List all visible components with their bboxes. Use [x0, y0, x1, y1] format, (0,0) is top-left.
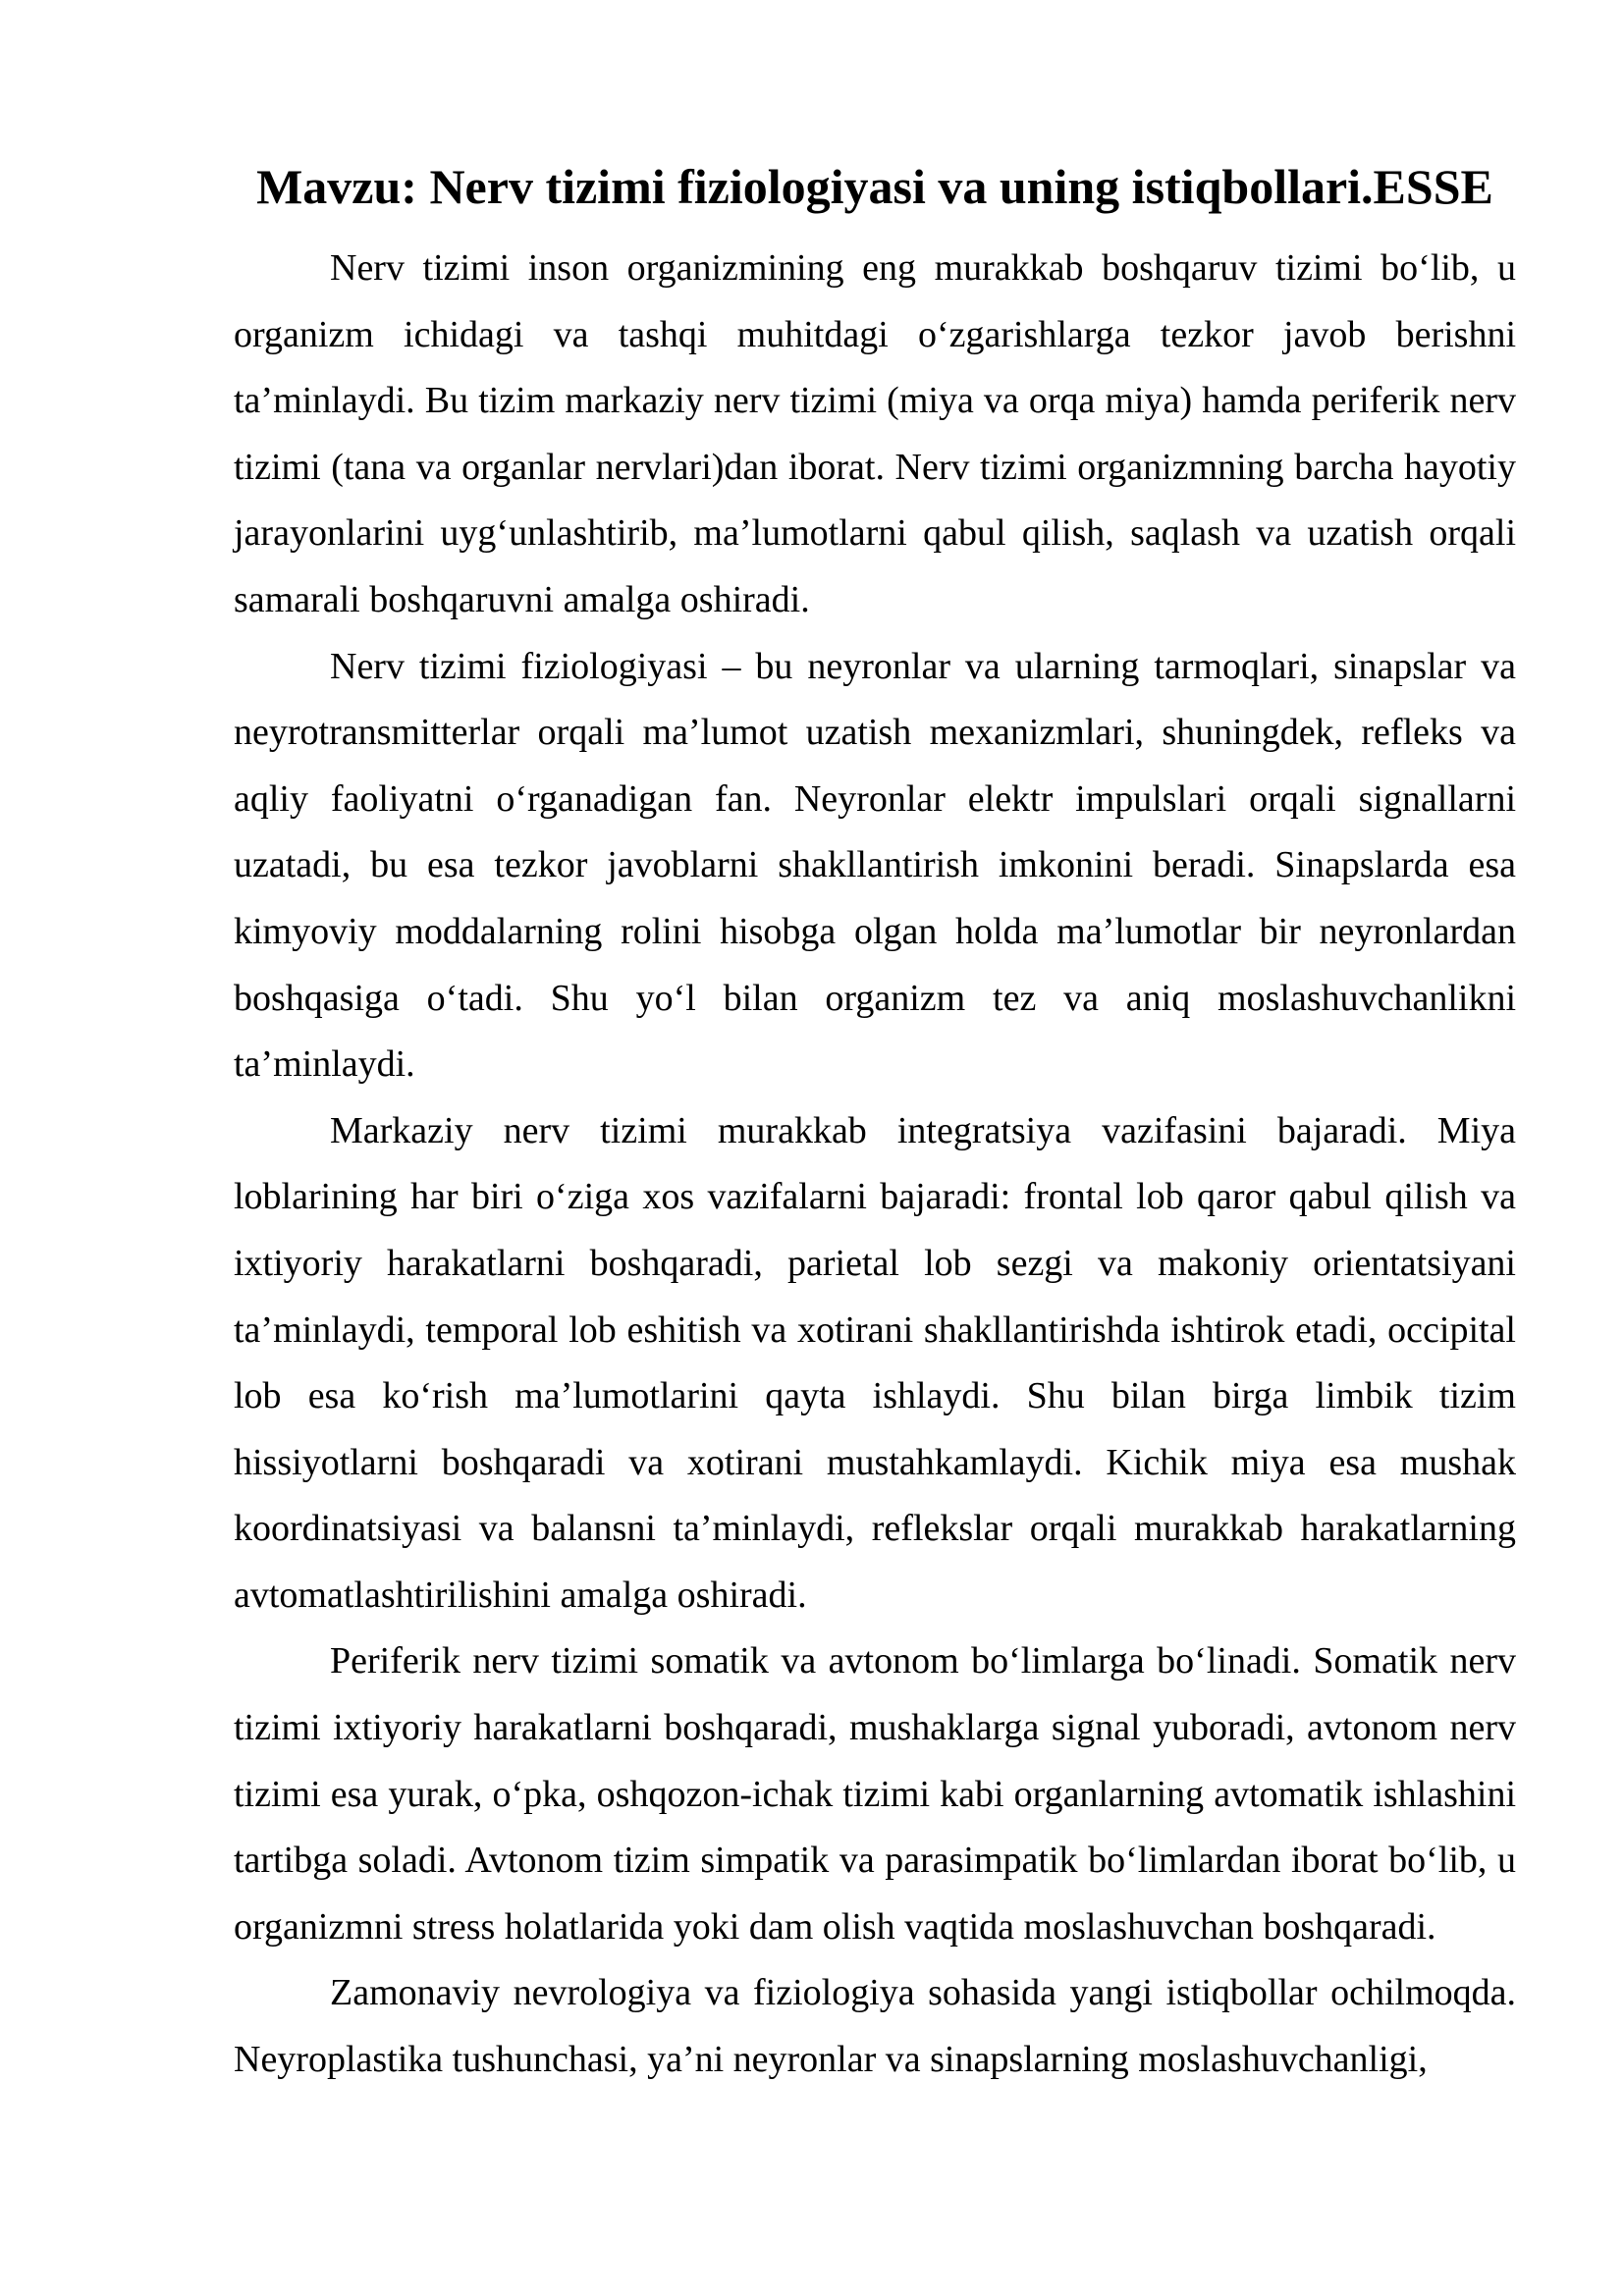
paragraph-3: Markaziy nerv tizimi murakkab integratsiya vazifasini bajaradi. Miya loblarining har biri o‘ziga xos vazifalarni bajaradi: frontal lob qaror qabul qilish va ixtiyoriy harakatlarni boshqaradi, parietal lob sezgi va makoniy orientatsiyani ta’minlaydi, temporal lob eshitish va xotirani shakllantirishda ishtirok etadi, occipital lob esa ko‘rish ma’lumotlarini qayta ishlaydi. Shu bilan birga limbik tizim hissiyotlarni boshqaradi va xotirani mustahkamlaydi. Kichik miya esa mushak koordinatsiyasi va balansni ta’minlaydi, reflekslar orqali murakkab harakatlarning avtomatlashtirilishini amalga oshiradi.: [234, 1109, 1516, 1616]
paragraph-4: Periferik nerv tizimi somatik va avtonom bo‘limlarga bo‘linadi. Somatik nerv tizimi ixtiyoriy harakatlarni boshqaradi, mushaklarga signal yuboradi, avtonom nerv tizimi esa yurak, o‘pka, oshqozon-ichak tizimi kabi organlarning avtomatik ishlashini tartibga soladi. Avtonom tizim simpatik va parasimpatik bo‘limlardan iborat bo‘lib, u organizmni stress holatlarida yoki dam olish vaqtida moslashuvchan boshqaradi.: [234, 1640, 1516, 1948]
paragraph-2: Nerv tizimi fiziologiyasi – bu neyronlar va ularning tarmoqlari, sinapslar va neyrotransmitterlar orqali ma’lumot uzatish mexanizmlari, shuningdek, refleks va aqliy faoliyatni o‘rganadigan fan. Neyronlar elektr impulslari orqali signallarni uzatadi, bu esa tezkor javoblarni shakllantirish imkonini beradi. Sinapslarda esa kimyoviy moddalarning rolini hisobga olgan holda ma’lumotlar bir neyronlardan boshqasiga o‘tadi. Shu yo‘l bilan organizm tez va aniq moslashuvchanlikni ta’minlaydi.: [234, 645, 1516, 1086]
paragraph-5: Zamonaviy nevrologiya va fiziologiya sohasida yangi istiqbollar ochilmoqda. Neyroplastika tushunchasi, ya’ni neyronlar va sinapslarning moslashuvchanligi,: [234, 1972, 1516, 2081]
document-title: Mavzu: Nerv tizimi fiziologiyasi va uning istiqbollari.ESSE: [256, 159, 1493, 214]
paragraph-1: Nerv tizimi inson organizmining eng murakkab boshqaruv tizimi bo‘lib, u organizm ichidagi va tashqi muhitdagi o‘zgarishlarga tezkor javob berishni ta’minlaydi. Bu tizim markaziy nerv tizimi (miya va orqa miya) hamda periferik nerv tizimi (tana va organlar nervlari)dan iborat. Nerv tizimi organizmning barcha hayotiy jarayonlarini uyg‘unlashtirib, ma’lumotlarni qabul qilish, saqlash va uzatish orqali samarali boshqaruvni amalga oshiradi.: [234, 247, 1516, 620]
document-page: [234, 147, 1516, 2094]
